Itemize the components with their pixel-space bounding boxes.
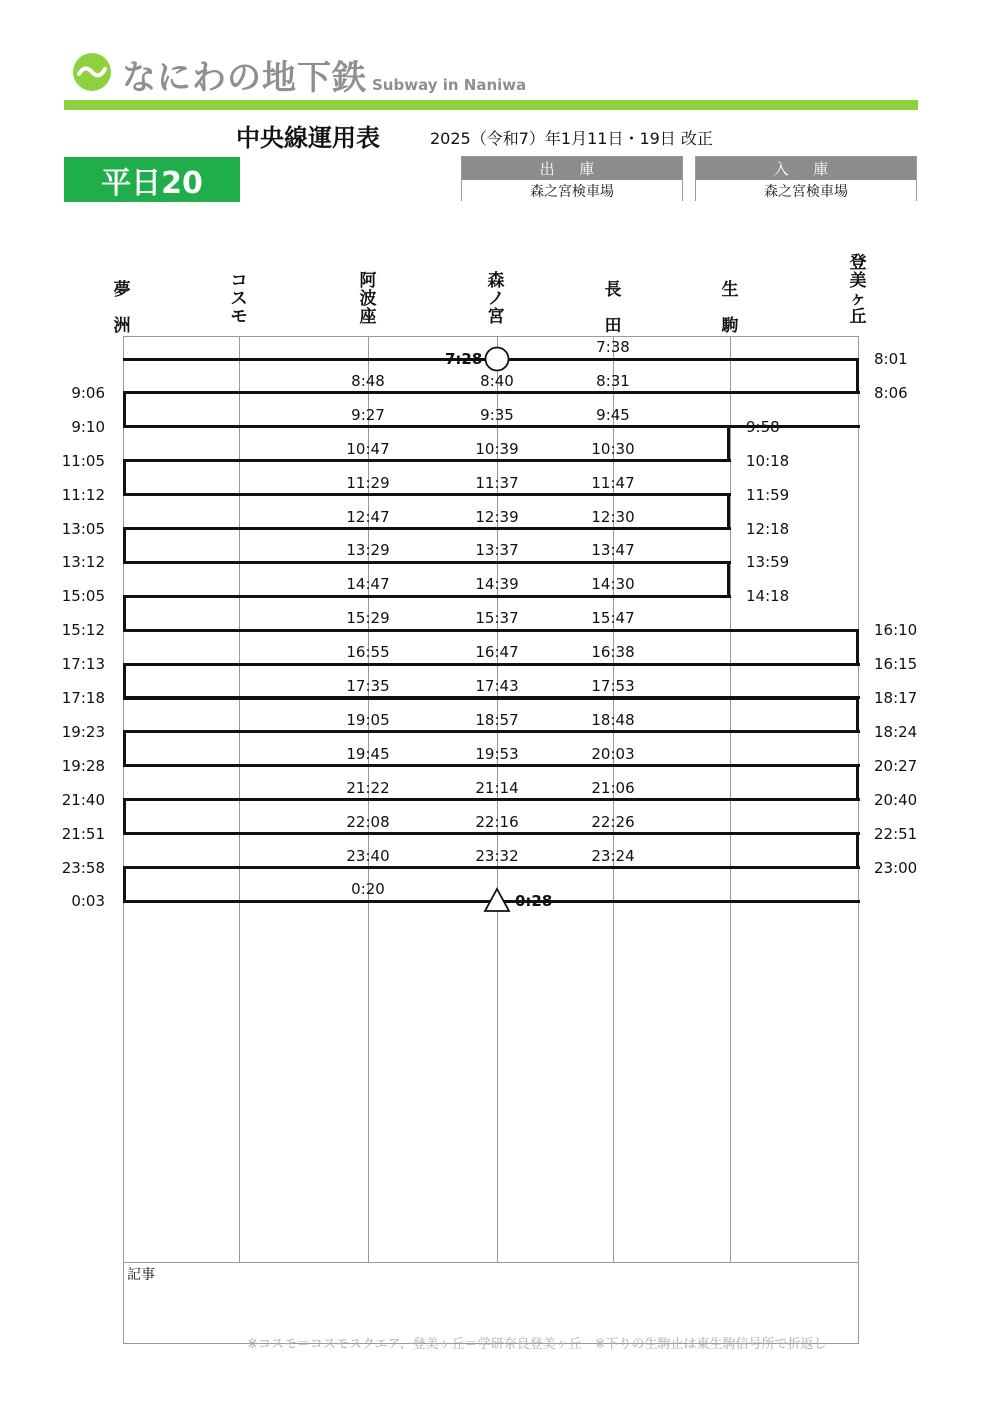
station-header: 長田 (604, 280, 622, 336)
time-nagata: 22:26 (591, 812, 635, 831)
revision-date: 2025（令和7）年1月11日・19日 改正 (430, 129, 713, 148)
time-nagata: 15:47 (591, 609, 635, 628)
station-header: 登美ヶ丘 (849, 253, 867, 327)
time-morinomiya: 9:35 (480, 405, 514, 424)
time-ikoma: 13:59 (746, 553, 790, 572)
time-yumeshima: 15:12 (61, 621, 105, 640)
time-morinomiya: 21:14 (475, 778, 519, 797)
arrive-marker-icon (483, 887, 511, 913)
train-route-line (123, 595, 731, 632)
time-nagata: 13:47 (591, 541, 635, 560)
time-tominogaoka: 16:15 (874, 655, 918, 674)
time-yumeshima: 19:28 (61, 756, 105, 775)
time-nagata: 18:48 (591, 710, 635, 729)
time-yumeshima: 17:13 (61, 655, 105, 674)
arrive-label: 入 庫 (696, 157, 916, 180)
time-morinomiya: 19:53 (475, 744, 519, 763)
time-awaza: 15:29 (346, 609, 390, 628)
time-awaza: 16:55 (346, 643, 390, 662)
time-yumeshima: 21:40 (61, 790, 105, 809)
time-morinomiya: 8:40 (480, 371, 514, 390)
time-nagata: 21:06 (591, 778, 635, 797)
time-yumeshima: 13:12 (61, 553, 105, 572)
train-route-line (123, 900, 489, 903)
time-nagata: 8:31 (596, 371, 630, 390)
time-tominogaoka: 8:01 (874, 350, 908, 368)
header-bar (64, 100, 918, 110)
time-tominogaoka: 20:40 (874, 790, 918, 809)
time-nagata: 16:38 (591, 643, 635, 662)
time-nagata: 10:30 (591, 439, 635, 458)
time-tominogaoka: 22:51 (874, 824, 918, 843)
time-yumeshima: 11:05 (61, 451, 105, 470)
depart-marker-icon (483, 345, 511, 373)
end-time: 0:28 (515, 892, 553, 911)
time-morinomiya: 17:43 (475, 677, 519, 695)
time-nagata: 9:45 (596, 405, 630, 424)
time-yumeshima: 0:03 (71, 892, 105, 911)
train-route-line (123, 561, 730, 598)
brand-logo-icon (72, 52, 112, 92)
time-yumeshima: 19:23 (61, 722, 105, 741)
time-awaza: 17:35 (346, 677, 390, 695)
depart-depot: 森之宮検車場 (462, 180, 682, 201)
time-morinomiya: 23:32 (475, 846, 519, 865)
depart-box (461, 156, 683, 201)
time-nagata: 14:30 (591, 575, 635, 594)
station-header: 夢洲 (113, 280, 131, 336)
brand-subtitle: Subway in Naniwa (372, 76, 527, 94)
time-tominogaoka: 8:06 (874, 383, 908, 402)
notes-divider (123, 1262, 859, 1263)
depart-label: 出 庫 (462, 157, 682, 180)
time-nagata: 17:53 (591, 677, 635, 695)
time-awaza: 19:05 (346, 710, 390, 729)
time-awaza: 14:47 (346, 575, 390, 594)
time-awaza: 10:47 (346, 439, 390, 458)
time-yumeshima: 21:51 (61, 824, 105, 843)
time-awaza: 8:48 (351, 371, 385, 390)
train-route-line (123, 832, 859, 869)
time-morinomiya: 15:37 (475, 609, 519, 628)
station-header: 生駒 (721, 280, 739, 336)
time-awaza: 11:29 (346, 473, 390, 492)
station-header: コスモ (230, 271, 248, 327)
time-tominogaoka: 16:10 (874, 621, 918, 640)
footer-note: ※コスモ＝コスモスクエア、登美ヶ丘＝学研奈良登美ヶ丘 ※下りの生駒止は東生駒信号所で折返し (247, 1337, 827, 1352)
time-awaza: 22:08 (346, 812, 390, 831)
time-awaza: 19:45 (346, 744, 390, 763)
time-morinomiya: 18:57 (475, 710, 519, 729)
schedule-badge: 平日20 (64, 157, 240, 202)
time-tominogaoka: 18:24 (874, 722, 918, 741)
time-yumeshima: 9:10 (71, 417, 105, 436)
time-morinomiya: 14:39 (475, 575, 519, 594)
time-yumeshima: 23:58 (61, 858, 105, 877)
arrive-box (695, 156, 917, 201)
time-ikoma: 11:59 (746, 485, 790, 504)
time-morinomiya: 12:39 (475, 507, 519, 526)
time-awaza: 12:47 (346, 507, 390, 526)
time-yumeshima: 9:06 (71, 383, 105, 402)
time-tominogaoka: 20:27 (874, 756, 918, 775)
arrive-depot: 森之宮検車場 (696, 180, 916, 201)
train-route-line (123, 425, 730, 462)
time-awaza: 9:27 (351, 405, 385, 424)
time-awaza: 23:40 (346, 846, 390, 865)
time-yumeshima: 13:05 (61, 519, 105, 538)
train-route-line (123, 493, 730, 530)
time-nagata: 20:03 (591, 744, 635, 763)
time-ikoma: 10:18 (746, 451, 790, 470)
time-ikoma: 12:18 (746, 519, 790, 538)
time-awaza: 0:20 (351, 880, 385, 899)
train-route-line (123, 527, 731, 564)
train-route-line (123, 629, 859, 666)
time-nagata: 11:47 (591, 473, 635, 492)
time-yumeshima: 15:05 (61, 587, 105, 606)
time-morinomiya: 16:47 (475, 643, 519, 662)
time-morinomiya: 11:37 (475, 473, 519, 492)
train-route-line (123, 697, 859, 734)
time-yumeshima: 11:12 (61, 485, 105, 504)
start-time: 7:28 (445, 350, 483, 368)
train-route-line (123, 663, 860, 700)
time-nagata: 7:38 (596, 338, 630, 356)
station-header: 阿波座 (359, 271, 377, 327)
notes-label: 記事 (127, 1267, 155, 1283)
time-morinomiya: 10:39 (475, 439, 519, 458)
time-awaza: 21:22 (346, 778, 390, 797)
time-nagata: 23:24 (591, 846, 635, 865)
time-yumeshima: 17:18 (61, 689, 105, 707)
train-route-line (123, 391, 860, 428)
train-route-line (123, 459, 731, 496)
train-route-line (123, 730, 860, 767)
brand-name: なにわの地下鉄 (122, 58, 367, 98)
time-tominogaoka: 23:00 (874, 858, 918, 877)
station-header: 森ノ宮 (487, 271, 505, 327)
time-ikoma: 14:18 (746, 587, 790, 606)
page-title: 中央線運用表 (236, 124, 380, 152)
time-tominogaoka: 18:17 (874, 689, 918, 707)
time-ikoma: 9:58 (746, 417, 780, 436)
time-awaza: 13:29 (346, 541, 390, 560)
train-route-line (123, 798, 860, 835)
time-nagata: 12:30 (591, 507, 635, 526)
time-morinomiya: 22:16 (475, 812, 519, 831)
time-morinomiya: 13:37 (475, 541, 519, 560)
train-route-line (123, 764, 859, 801)
